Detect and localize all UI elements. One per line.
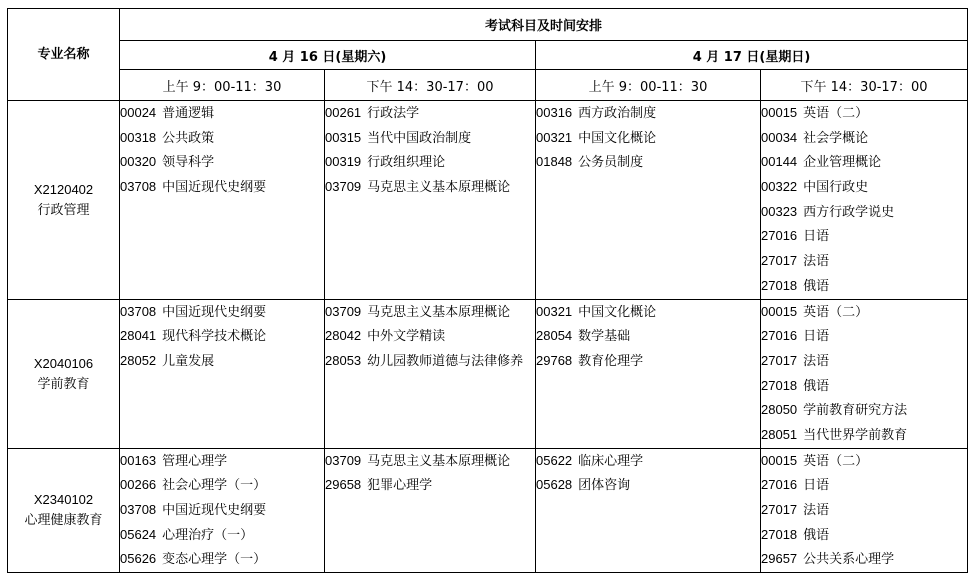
subject-item bbox=[325, 126, 535, 151]
subject-code: 00261 bbox=[325, 105, 362, 120]
subject-item bbox=[761, 249, 967, 274]
exam-schedule-sheet bbox=[7, 8, 968, 573]
subject-code: 00315 bbox=[325, 129, 362, 145]
subject-code: 27018 bbox=[761, 277, 798, 293]
subject-code: 28051 bbox=[761, 426, 798, 442]
subject-item bbox=[325, 101, 535, 126]
subject-code: 03708 bbox=[120, 502, 157, 517]
major-code: X2040106 bbox=[33, 355, 94, 371]
subject-name: 企业管理概论 bbox=[803, 155, 882, 171]
subject-name: 日语 bbox=[803, 229, 830, 245]
subject-name: 西方行政学说史 bbox=[803, 204, 895, 220]
subject-item bbox=[761, 274, 967, 299]
session-cell-apr16-am bbox=[120, 299, 325, 448]
subject-item bbox=[120, 150, 324, 175]
session-header-apr17-am: 上午 9：00-11：30 bbox=[536, 70, 761, 101]
session-cell-apr17-am bbox=[536, 101, 761, 300]
major-cell bbox=[8, 101, 120, 300]
subject-name: 变态心理学（一） bbox=[162, 552, 267, 568]
subject-name: 普通逻辑 bbox=[162, 106, 215, 121]
subject-item bbox=[325, 449, 535, 474]
subject-name: 教育伦理学 bbox=[578, 353, 644, 369]
subject-code: 29658 bbox=[325, 477, 362, 493]
subject-code: 05622 bbox=[536, 452, 573, 468]
subject-name: 团体咨询 bbox=[578, 478, 631, 494]
subject-name: 当代中国政治制度 bbox=[367, 130, 472, 146]
subject-item bbox=[120, 175, 324, 200]
subject-code: 00323 bbox=[761, 203, 798, 219]
subject-name: 幼儿园教师道德与法律修养 bbox=[367, 353, 524, 369]
session-cell-apr17-am bbox=[536, 448, 761, 572]
table-row bbox=[8, 299, 968, 448]
subject-item bbox=[761, 449, 967, 474]
subject-item bbox=[761, 349, 967, 374]
subject-code: 00266 bbox=[120, 477, 157, 493]
subject-code: 27016 bbox=[761, 228, 798, 244]
table-row bbox=[8, 448, 968, 572]
subject-name: 儿童发展 bbox=[162, 353, 215, 369]
subject-item bbox=[325, 150, 535, 175]
subject-item bbox=[120, 324, 324, 349]
subject-item bbox=[536, 126, 760, 151]
subject-code: 05624 bbox=[120, 526, 157, 542]
subject-code: 27016 bbox=[761, 477, 798, 493]
subject-name: 犯罪心理学 bbox=[367, 478, 433, 494]
session-cell-apr16-am bbox=[120, 101, 325, 300]
subject-name: 心理治疗（一） bbox=[162, 527, 254, 543]
subject-item bbox=[325, 473, 535, 498]
subject-code: 05628 bbox=[536, 477, 573, 493]
schedule-title: 考试科目及时间安排 bbox=[120, 9, 968, 41]
subject-item bbox=[761, 523, 967, 548]
subject-name: 行政法学 bbox=[367, 106, 420, 121]
subject-item bbox=[761, 324, 967, 349]
subject-name: 中外文学精读 bbox=[367, 329, 446, 345]
subject-item bbox=[761, 101, 967, 126]
subject-code: 28050 bbox=[761, 402, 798, 418]
subject-code: 27018 bbox=[761, 377, 798, 393]
subject-code: 27017 bbox=[761, 502, 798, 517]
subject-name: 马克思主义基本原理概论 bbox=[367, 180, 511, 196]
subject-name: 领导科学 bbox=[162, 155, 215, 171]
subject-code: 28041 bbox=[120, 328, 157, 344]
subject-item bbox=[325, 349, 535, 374]
subject-code: 00321 bbox=[536, 303, 573, 319]
subject-name: 马克思主义基本原理概论 bbox=[367, 304, 511, 320]
session-header-apr17-pm: 下午 14：30-17：00 bbox=[761, 70, 968, 101]
subject-code: 01848 bbox=[536, 154, 573, 170]
major-name-header: 专业名称 bbox=[8, 9, 120, 101]
subject-name: 社会心理学（一） bbox=[162, 478, 267, 494]
subject-name: 中国文化概论 bbox=[578, 130, 657, 146]
subject-item bbox=[761, 175, 967, 200]
major-title: 心理健康教育 bbox=[24, 513, 103, 529]
subject-code: 28042 bbox=[325, 328, 362, 344]
subject-name: 英语（二） bbox=[803, 453, 869, 469]
subject-code: 03708 bbox=[120, 303, 157, 319]
date-header-apr16: 4 月 16 日(星期六) bbox=[120, 41, 536, 70]
subject-code: 03709 bbox=[325, 179, 362, 195]
subject-item bbox=[325, 324, 535, 349]
subject-item bbox=[120, 126, 324, 151]
major-title: 学前教育 bbox=[37, 376, 90, 392]
subject-name: 中国近现代史纲要 bbox=[162, 304, 267, 320]
subject-code: 29657 bbox=[761, 551, 798, 567]
subject-item bbox=[325, 175, 535, 200]
subject-item bbox=[761, 200, 967, 225]
session-cell-apr17-pm bbox=[761, 101, 968, 300]
subject-code: 00034 bbox=[761, 129, 798, 145]
subject-code: 03709 bbox=[325, 303, 362, 319]
subject-item bbox=[120, 449, 324, 474]
subject-code: 28053 bbox=[325, 352, 362, 368]
subject-code: 00322 bbox=[761, 179, 798, 195]
subject-item bbox=[120, 473, 324, 498]
subject-code: 28054 bbox=[536, 328, 573, 344]
subject-name: 公共关系心理学 bbox=[803, 552, 895, 568]
subject-name: 西方政治制度 bbox=[578, 106, 657, 121]
subject-item bbox=[120, 523, 324, 548]
session-cell-apr16-pm bbox=[325, 299, 536, 448]
subject-code: 27017 bbox=[761, 352, 798, 368]
subject-name: 公共政策 bbox=[162, 130, 215, 146]
subject-code: 00015 bbox=[761, 303, 798, 319]
subject-item bbox=[761, 423, 967, 448]
subject-item bbox=[536, 473, 760, 498]
subject-name: 临床心理学 bbox=[578, 453, 644, 469]
subject-name: 俄语 bbox=[803, 527, 830, 543]
subject-item bbox=[536, 150, 760, 175]
subject-code: 00320 bbox=[120, 154, 157, 170]
major-cell bbox=[8, 448, 120, 572]
subject-name: 俄语 bbox=[803, 278, 830, 294]
subject-code: 03709 bbox=[325, 452, 362, 468]
exam-schedule-table bbox=[7, 8, 968, 573]
subject-item bbox=[120, 300, 324, 325]
subject-name: 英语（二） bbox=[803, 106, 869, 121]
subject-item bbox=[536, 349, 760, 374]
subject-item bbox=[120, 349, 324, 374]
session-header-apr16-am: 上午 9：00-11：30 bbox=[120, 70, 325, 101]
session-cell-apr16-am bbox=[120, 448, 325, 572]
subject-item bbox=[536, 101, 760, 126]
subject-code: 28052 bbox=[120, 352, 157, 368]
subject-code: 00024 bbox=[120, 105, 157, 120]
subject-name: 当代世界学前教育 bbox=[803, 427, 908, 443]
subject-code: 00318 bbox=[120, 129, 157, 145]
subject-name: 中国近现代史纲要 bbox=[162, 503, 267, 518]
major-code: X2120402 bbox=[33, 181, 94, 197]
subject-item bbox=[120, 101, 324, 126]
subject-item bbox=[761, 300, 967, 325]
subject-name: 俄语 bbox=[803, 378, 830, 394]
subject-item bbox=[761, 473, 967, 498]
subject-code: 05626 bbox=[120, 551, 157, 567]
subject-code: 00321 bbox=[536, 129, 573, 145]
subject-item bbox=[120, 498, 324, 523]
date-header-apr17: 4 月 17 日(星期日) bbox=[536, 41, 968, 70]
subject-code: 27017 bbox=[761, 253, 798, 269]
subject-name: 中国文化概论 bbox=[578, 304, 657, 320]
subject-code: 00316 bbox=[536, 105, 573, 120]
session-cell-apr17-pm bbox=[761, 448, 968, 572]
subject-item bbox=[536, 300, 760, 325]
table-row bbox=[8, 101, 968, 300]
subject-name: 社会学概论 bbox=[803, 130, 869, 146]
subject-name: 日语 bbox=[803, 478, 830, 494]
subject-item bbox=[536, 324, 760, 349]
subject-name: 管理心理学 bbox=[162, 453, 228, 469]
subject-item bbox=[761, 374, 967, 399]
subject-item bbox=[761, 150, 967, 175]
session-cell-apr17-pm bbox=[761, 299, 968, 448]
session-cell-apr16-pm bbox=[325, 448, 536, 572]
subject-code: 27016 bbox=[761, 328, 798, 344]
subject-code: 29768 bbox=[536, 352, 573, 368]
major-cell bbox=[8, 299, 120, 448]
subject-item bbox=[761, 224, 967, 249]
subject-name: 马克思主义基本原理概论 bbox=[367, 453, 511, 469]
subject-name: 公务员制度 bbox=[578, 155, 644, 171]
subject-name: 中国近现代史纲要 bbox=[162, 180, 267, 196]
subject-code: 03708 bbox=[120, 179, 157, 195]
subject-name: 法语 bbox=[803, 353, 830, 369]
subject-item bbox=[761, 126, 967, 151]
subject-name: 法语 bbox=[803, 503, 830, 518]
subject-name: 英语（二） bbox=[803, 304, 869, 320]
subject-name: 学前教育研究方法 bbox=[803, 403, 908, 419]
subject-item bbox=[761, 547, 967, 572]
subject-code: 00319 bbox=[325, 154, 362, 170]
subject-name: 日语 bbox=[803, 329, 830, 345]
subject-code: 00144 bbox=[761, 154, 798, 170]
subject-code: 27018 bbox=[761, 526, 798, 542]
subject-code: 00015 bbox=[761, 105, 798, 120]
session-cell-apr16-pm bbox=[325, 101, 536, 300]
subject-item bbox=[761, 498, 967, 523]
major-code: X2340102 bbox=[33, 492, 94, 508]
major-title: 行政管理 bbox=[37, 202, 90, 218]
subject-item bbox=[761, 398, 967, 423]
subject-item bbox=[120, 547, 324, 572]
subject-code: 00015 bbox=[761, 452, 798, 468]
subject-name: 中国行政史 bbox=[803, 180, 869, 196]
subject-name: 法语 bbox=[803, 254, 830, 270]
subject-item bbox=[536, 449, 760, 474]
session-cell-apr17-am bbox=[536, 299, 761, 448]
subject-name: 现代科学技术概论 bbox=[162, 329, 267, 345]
subject-item bbox=[325, 300, 535, 325]
subject-name: 数学基础 bbox=[578, 329, 631, 345]
session-header-apr16-pm: 下午 14：30-17：00 bbox=[325, 70, 536, 101]
subject-code: 00163 bbox=[120, 452, 157, 468]
subject-name: 行政组织理论 bbox=[367, 155, 446, 171]
